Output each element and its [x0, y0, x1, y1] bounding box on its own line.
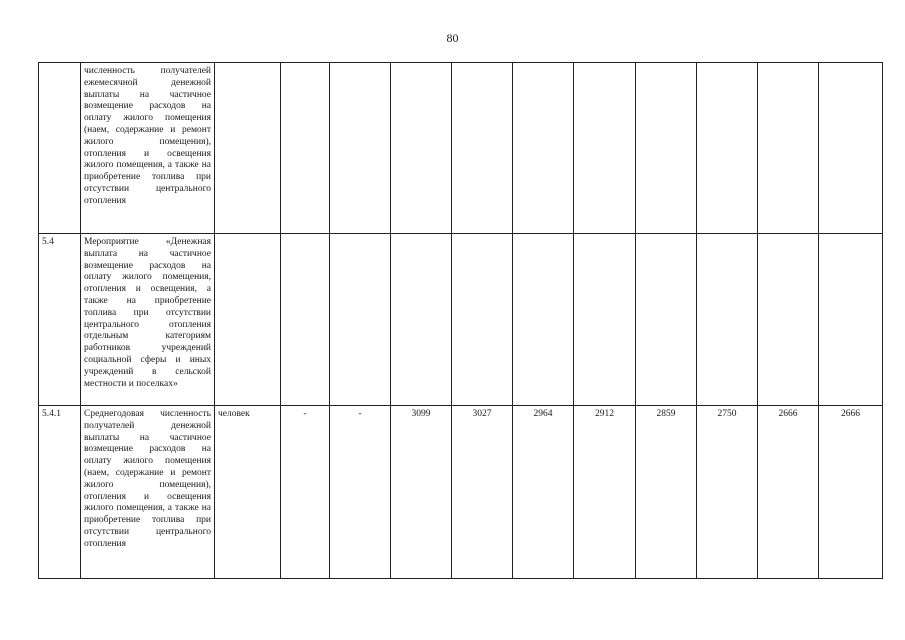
row-value: [819, 63, 883, 234]
row-value: [697, 234, 758, 406]
row-value: [697, 63, 758, 234]
row-unit: человек: [215, 406, 281, 579]
row-value: 2912: [574, 406, 636, 579]
row-value: [513, 63, 574, 234]
table-row: [39, 234, 883, 406]
row-value: [513, 234, 574, 406]
row-description: Среднегодовая численность получателей денежной выплаты на частичное возмещение расходов на оплату жилого помещения (наем, содержание и ремонт жилого помещения), отопления и освещения жилого помещения, а также на приобретение топлива при отсутствии центрального отопления: [81, 406, 215, 579]
row-value: [391, 234, 452, 406]
row-value: [758, 234, 819, 406]
row-value: [574, 234, 636, 406]
row-code: 5.4: [39, 234, 81, 406]
row-value: [330, 63, 391, 234]
row-value: [281, 63, 330, 234]
table-row: [39, 406, 883, 579]
row-value: 2666: [819, 406, 883, 579]
row-value: 2964: [513, 406, 574, 579]
row-value: -: [281, 406, 330, 579]
row-value: [330, 234, 391, 406]
data-table: [38, 62, 883, 579]
row-value: [636, 234, 697, 406]
row-value: 3099: [391, 406, 452, 579]
row-code: 5.4.1: [39, 406, 81, 579]
row-value: 3027: [452, 406, 513, 579]
row-value: [391, 63, 452, 234]
page-number: 80: [446, 31, 459, 45]
table-row: [39, 63, 883, 234]
row-code: [39, 63, 81, 234]
row-value: [758, 63, 819, 234]
row-unit: [215, 63, 281, 234]
row-value: 2859: [636, 406, 697, 579]
row-description: Мероприятие «Денежная выплата на частичное возмещение расходов на оплату жилого помещения, отопления и освещения, а также на приобретение топлива при отсутствии центрального отопления отдельным категориям работников учреждений социальной сферы и иных учреждений в сельской местности и поселках»: [81, 234, 215, 406]
row-value: [819, 234, 883, 406]
row-value: -: [330, 406, 391, 579]
row-description: численность получателей ежемесячной денежной выплаты на частичное возмещение расходов на оплату жилого помещения (наем, содержание и ремонт жилого помещения), отопления и освещения жилого помещения, а также на приобретение топлива при отсутствии центрального отопления: [81, 63, 215, 234]
row-value: 2666: [758, 406, 819, 579]
row-value: 2750: [697, 406, 758, 579]
row-value: [452, 63, 513, 234]
row-value: [281, 234, 330, 406]
row-unit: [215, 234, 281, 406]
row-value: [636, 63, 697, 234]
row-value: [574, 63, 636, 234]
row-value: [452, 234, 513, 406]
